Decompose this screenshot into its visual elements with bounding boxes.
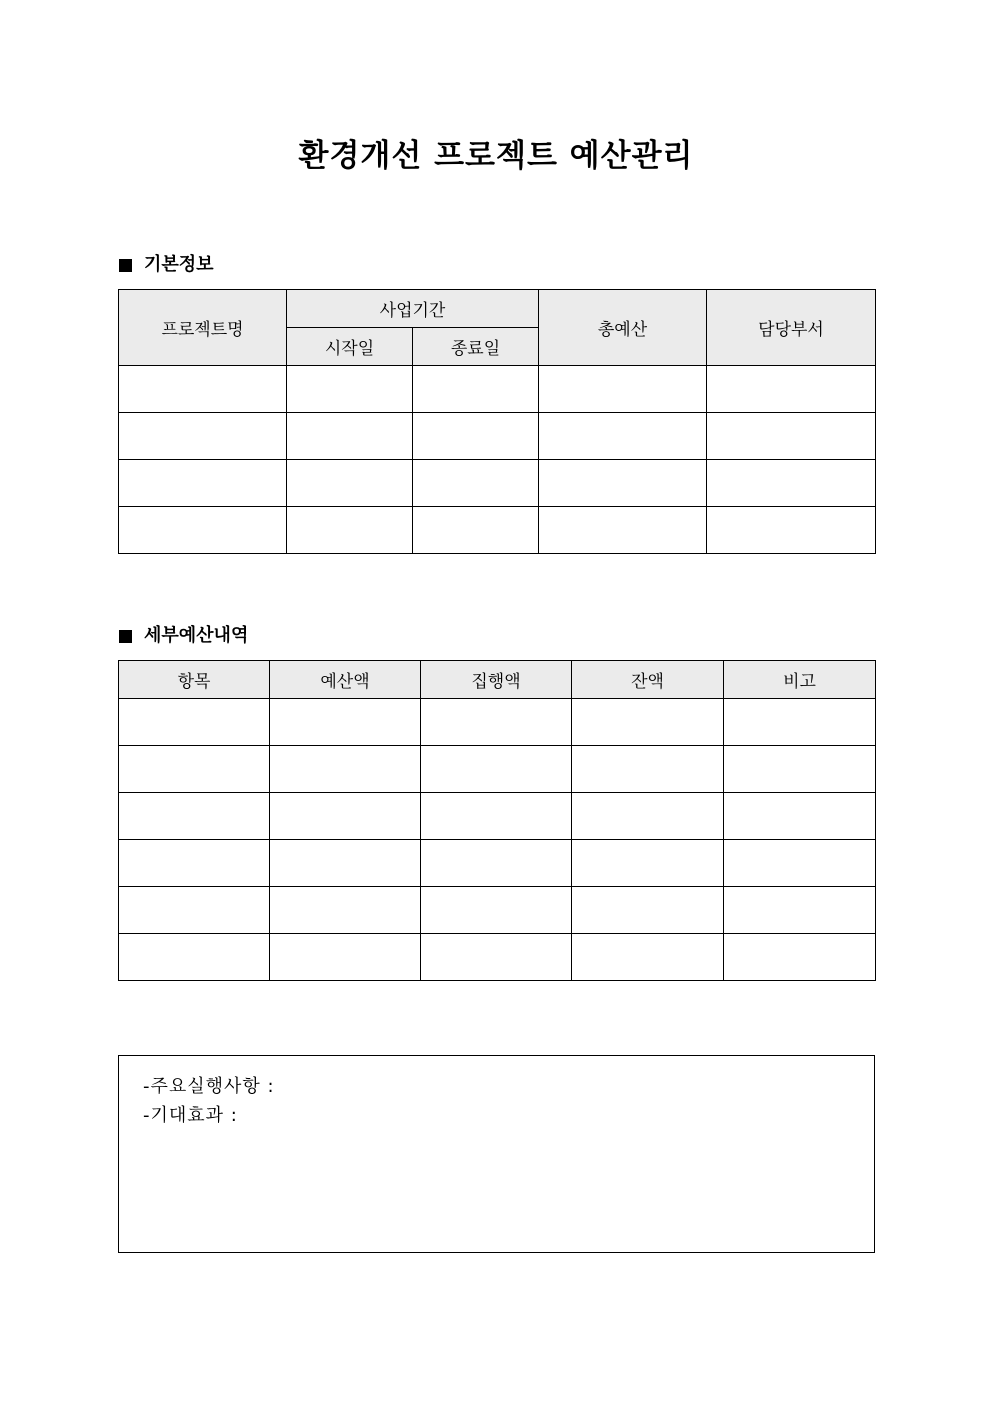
item-cell[interactable] xyxy=(119,887,270,934)
table-row xyxy=(119,413,876,460)
total-budget-cell[interactable] xyxy=(539,460,707,507)
table-row xyxy=(119,460,876,507)
budget-amount-cell[interactable] xyxy=(270,840,421,887)
budget-detail-table xyxy=(118,660,876,981)
item-cell[interactable] xyxy=(119,699,270,746)
header-remarks: 비고 xyxy=(724,661,876,699)
notes-expected-effects: -기대효과 : xyxy=(143,1105,238,1126)
start-date-cell[interactable] xyxy=(287,366,413,413)
balance-cell[interactable] xyxy=(572,887,724,934)
item-cell[interactable] xyxy=(119,746,270,793)
project-name-cell[interactable] xyxy=(119,366,287,413)
section-heading-basic-info xyxy=(119,254,214,276)
budget-amount-cell[interactable] xyxy=(270,934,421,981)
section-heading-label: 기본정보 xyxy=(144,254,214,275)
remarks-cell[interactable] xyxy=(724,840,876,887)
department-cell[interactable] xyxy=(707,366,876,413)
header-item: 항목 xyxy=(119,661,270,699)
end-date-cell[interactable] xyxy=(413,366,539,413)
start-date-cell[interactable] xyxy=(287,413,413,460)
project-name-cell[interactable] xyxy=(119,413,287,460)
header-executed-amount: 집행액 xyxy=(421,661,572,699)
header-period: 사업기간 xyxy=(287,290,539,328)
budget-amount-cell[interactable] xyxy=(270,793,421,840)
remarks-cell[interactable] xyxy=(724,793,876,840)
header-total-budget: 총예산 xyxy=(539,290,707,366)
department-cell[interactable] xyxy=(707,460,876,507)
basic-info-table xyxy=(118,289,876,554)
remarks-cell[interactable] xyxy=(724,887,876,934)
header-department: 담당부서 xyxy=(707,290,876,366)
table-row xyxy=(119,699,876,746)
table-row xyxy=(119,887,876,934)
end-date-cell[interactable] xyxy=(413,507,539,554)
department-cell[interactable] xyxy=(707,413,876,460)
square-bullet-icon xyxy=(119,259,132,272)
executed-amount-cell[interactable] xyxy=(421,699,572,746)
balance-cell[interactable] xyxy=(572,793,724,840)
item-cell[interactable] xyxy=(119,934,270,981)
table-row xyxy=(119,746,876,793)
table-row xyxy=(119,840,876,887)
notes-box[interactable] xyxy=(118,1055,875,1253)
section-heading-budget-detail xyxy=(119,625,248,647)
budget-amount-cell[interactable] xyxy=(270,699,421,746)
balance-cell[interactable] xyxy=(572,699,724,746)
budget-amount-cell[interactable] xyxy=(270,746,421,793)
budget-amount-cell[interactable] xyxy=(270,887,421,934)
header-start-date: 시작일 xyxy=(287,328,413,366)
table-row xyxy=(119,507,876,554)
end-date-cell[interactable] xyxy=(413,460,539,507)
project-name-cell[interactable] xyxy=(119,507,287,554)
start-date-cell[interactable] xyxy=(287,460,413,507)
department-cell[interactable] xyxy=(707,507,876,554)
executed-amount-cell[interactable] xyxy=(421,934,572,981)
total-budget-cell[interactable] xyxy=(539,413,707,460)
table-row xyxy=(119,793,876,840)
start-date-cell[interactable] xyxy=(287,507,413,554)
executed-amount-cell[interactable] xyxy=(421,887,572,934)
executed-amount-cell[interactable] xyxy=(421,840,572,887)
balance-cell[interactable] xyxy=(572,746,724,793)
item-cell[interactable] xyxy=(119,793,270,840)
remarks-cell[interactable] xyxy=(724,934,876,981)
notes-main-activities: -주요실행사항 : xyxy=(143,1076,275,1097)
header-budget-amount: 예산액 xyxy=(270,661,421,699)
table-row xyxy=(119,366,876,413)
total-budget-cell[interactable] xyxy=(539,366,707,413)
header-balance: 잔액 xyxy=(572,661,724,699)
header-end-date: 종료일 xyxy=(413,328,539,366)
remarks-cell[interactable] xyxy=(724,699,876,746)
page-title: 환경개선 프로젝트 예산관리 xyxy=(298,138,694,174)
balance-cell[interactable] xyxy=(572,840,724,887)
project-name-cell[interactable] xyxy=(119,460,287,507)
remarks-cell[interactable] xyxy=(724,746,876,793)
end-date-cell[interactable] xyxy=(413,413,539,460)
balance-cell[interactable] xyxy=(572,934,724,981)
header-project-name: 프로젝트명 xyxy=(119,290,287,366)
executed-amount-cell[interactable] xyxy=(421,793,572,840)
item-cell[interactable] xyxy=(119,840,270,887)
executed-amount-cell[interactable] xyxy=(421,746,572,793)
section-heading-label: 세부예산내역 xyxy=(144,625,249,646)
table-row xyxy=(119,934,876,981)
total-budget-cell[interactable] xyxy=(539,507,707,554)
square-bullet-icon xyxy=(119,630,132,643)
